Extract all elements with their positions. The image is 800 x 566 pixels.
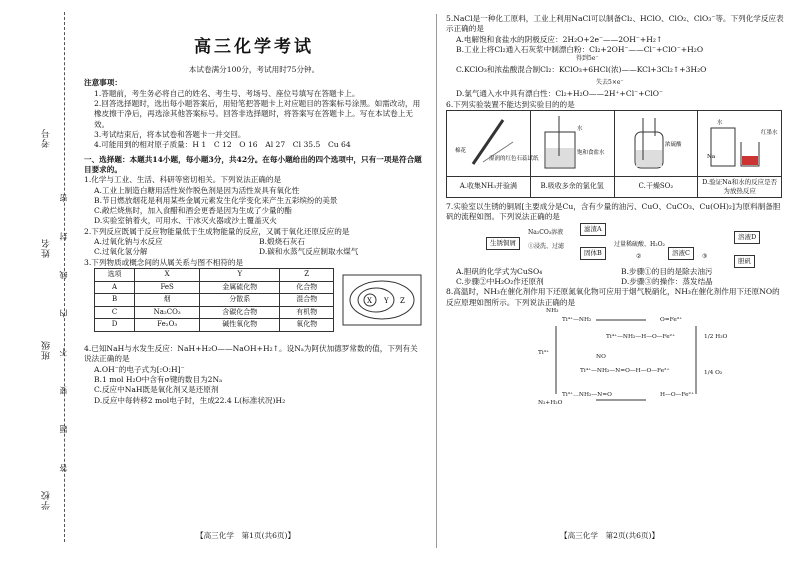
q3-header: X [135, 269, 200, 282]
q6-table [446, 110, 782, 198]
question-4: 4.已知NaH与水发生反应：NaH+H₂O——NaOH+H₂↑。设Nₐ为阿伏加德罗常数的值，下列有关说法正确的是 [84, 344, 418, 364]
cycle-ti3: Ti³⁺ [538, 349, 550, 356]
name-label: 姓名 [42, 238, 52, 258]
q4-option-b: B.1 mol H₂O中含有σ键的数目为2Nₐ [94, 374, 223, 384]
cycle-nh3: NH₃ [546, 307, 559, 314]
q5-option-a: A.电解饱和食盐水的阴极反应：2H₂O+2e⁻——2OH⁻+H₂↑ [456, 34, 663, 44]
cycle-water: 1/2 H₂O [704, 333, 728, 340]
flow-solid-b: 固体B [580, 247, 606, 260]
cycle-intermediate-1: Ti⁴⁺—NH₂—H—O—Fe²⁺ [606, 333, 676, 340]
section-heading: 一、选择题：本题共14小题，每小题3分，共42分。在每小题给出的四个选项中，只有一项是符合题目要求的。 [84, 154, 422, 174]
cycle-oxygen: 1/4 O₂ [704, 369, 723, 376]
notice-item: 4.可能用到的相对原子质量：H 1 C 12 O 16 Al 27 Cl 35.5 Cu 64 [94, 140, 351, 150]
q3-header: Y [200, 269, 280, 282]
q4-option-c: C.反应中NaH既是氧化剂又是还原剂 [94, 385, 219, 395]
flow-filtrate-a: 滤渣A [580, 223, 606, 236]
q6-apparatus-b [530, 110, 614, 177]
question-5: 5.NaCl是一种化工原料，工业上利用NaCl可以制备Cl₂、HClO、ClO₂、ClO₃⁻等。下列化学反应表示正确的是 [446, 14, 784, 34]
beaker-apparatus [537, 112, 607, 172]
q5-option-c: C.KClO₃和浓盐酸混合制Cl₂：KClO₃+6HCl(浓)——KCl+3Cl₂↑+3H₂O [456, 65, 707, 75]
cell: 分散系 [200, 294, 280, 307]
electron-gain: 得到5e⁻ [576, 55, 599, 63]
label-red-ink: 红墨水 [760, 129, 778, 136]
cycle-intermediate-3: Ti³⁺…NH₂—N=O [562, 391, 612, 398]
table-row [95, 319, 334, 332]
q6-option-d: D.验证Na和水的反应是否为放热反应 [698, 177, 782, 198]
cell: D [95, 319, 135, 332]
q3-table [94, 268, 334, 332]
cell: Fe₂O₃ [135, 319, 200, 332]
cell: 有机物 [280, 306, 334, 319]
cycle-products: N₂+H₂O [538, 399, 563, 406]
q7-options [446, 267, 786, 288]
cycle-ofe: O=Fe³⁺ [660, 316, 683, 323]
q3-block [84, 268, 424, 344]
notice-item: 1.答题前，考生务必将自己的姓名、考生号、考场号、座位号填写在答题卡上。 [94, 88, 360, 98]
cell: 含碳化合物 [200, 306, 280, 319]
school-label: 学校 [42, 490, 52, 510]
q6-apparatus-a [447, 110, 539, 177]
wash-bottle-apparatus [621, 112, 691, 172]
q6-option-b: B.吸收多余的氯化氢 [530, 177, 614, 198]
venn-diagram [342, 274, 422, 326]
flask-apparatus [705, 112, 778, 172]
flow-reagent-1: Na₂CO₃溶液 [528, 228, 564, 236]
q4-option-a: A.OH⁻的电子式为[:O:H]⁻ [94, 364, 185, 374]
table-row [95, 281, 334, 294]
q5-option-b: B.工业上将Cl₂通入石灰浆中制漂白粉：Cl₂+2OH⁻——Cl⁻+ClO⁻+H₂O [456, 44, 704, 54]
table-row [95, 306, 334, 319]
question-2: 2.下列反应既属于反应物能量低于生成物能量的反应，又属于氧化还原反应的是 [84, 226, 350, 236]
q5-option-d: D.氯气通入水中具有漂白性：Cl₂+H₂O——2H⁺+Cl⁻+ClO⁻ [456, 89, 663, 99]
q7-option-d: D.步骤③的操作：蒸发结晶 [621, 276, 713, 286]
q6-apparatus-c [614, 110, 698, 177]
notice-item: 2.回答选择题时，选出每小题答案后，用铅笔把答题卡上对应题目的答案标号涂黑。如需改动，用橡皮擦干净后，再选涂其他答案标号。回答非选择题时，将答案写在答题卡上。写在本试卷上无效。 [94, 99, 421, 129]
q6-apparatus-d [698, 110, 782, 177]
cell: 化合物 [280, 281, 334, 294]
q8-cycle-diagram [446, 308, 786, 406]
label-brine: 饱和食盐水 [577, 149, 605, 156]
question-7: 7.实验室以生锈的铜屑[主要成分是Cu，含有少量的油污、CuO、CuCO₃、Cu(OH)₂]为原料制备胆矾的流程如图。下列说法正确的是 [446, 202, 781, 222]
q3-header: Z [280, 269, 334, 282]
cell: 烟 [135, 294, 200, 307]
flow-step-1: ①浸洗、过滤 [528, 242, 565, 250]
exam-number-label: 考号 [42, 128, 52, 148]
notice-item: 3.考试结束后，将本试卷和答题卡一并交回。 [94, 129, 246, 139]
cell: Na₂CO₃ [135, 306, 200, 319]
cycle-no: NO [596, 353, 606, 360]
question-6: 6.下列实验装置不能达到实验目的的是 [446, 99, 575, 109]
table-row [95, 294, 334, 307]
q4-option-d: D.反应中每转移2 mol电子时，生成22.4 L(标准状况)H₂ [94, 395, 286, 405]
cycle-intermediate-2: Ti⁴⁺—NH₂—N=O—H—O—Fe²⁺ [580, 367, 670, 374]
label-water: 水 [577, 125, 583, 132]
q2-option-d: D.碳和水蒸气反应制取水煤气 [259, 247, 359, 257]
q1-option-c: C.敞烂烧焦时，加入食醋和酒会更香是因为生成了少量的酯 [94, 206, 292, 216]
cell: FeS [135, 281, 200, 294]
label-sulfuric-acid: 浓硫酸 [664, 141, 682, 148]
q2-options [84, 237, 424, 258]
cycle-ti-nh2: Ti⁴⁺—NH₂ [562, 316, 592, 323]
flow-step-2: ② [636, 252, 642, 260]
question-1: 1.化学与工业、生活、科研等密切相关。下列说法正确的是 [84, 175, 282, 185]
flow-solution-d: 溶液D [734, 231, 760, 244]
q2-option-a: A.过氧化钠与水反应 [94, 237, 163, 247]
seal-warning: 答 题 要 不 内 线 封 密 [59, 180, 68, 472]
venn-z: Z [400, 297, 405, 306]
label-cotton: 棉花 [455, 147, 467, 154]
q1-option-d: D.实验室钠着火，可用水、干冰灭火器或沙土覆盖灭火 [94, 216, 277, 226]
flow-product: 胆矾 [734, 255, 755, 268]
cell: B [95, 294, 135, 307]
q2-option-b: B.煅烧石灰石 [259, 237, 305, 247]
venn-frame [343, 275, 421, 325]
page-footer-right: 【高三化学 第2页(共6页)】 [560, 531, 660, 540]
question-8: 8.高温时，NH₃在催化剂作用下还原氮氧化物可应用于烟气脱硝化，NH₃在催化剂作用下还原NO的反应原理如图所示。下列说法正确的是 [446, 287, 780, 307]
venn-y: Y [384, 297, 389, 306]
q7-option-b: B.步骤①的目的是除去油污 [621, 266, 713, 276]
flow-step-3: ③ [702, 252, 708, 260]
cycle-arrows [446, 308, 786, 406]
cell: 碱性氧化物 [200, 319, 280, 332]
exam-title: 高三化学考试 [194, 37, 314, 57]
flow-solution-c: 溶液C [668, 247, 694, 260]
label-sodium: Na [706, 153, 715, 160]
q1-option-a: A.工业上制造白糖用活性炭作脱色剂是因为活性炭具有氧化性 [94, 185, 300, 195]
flow-reagent-2: 过量稀硫酸、H₂O₂ [614, 240, 665, 248]
cycle-hofe: H—O—Fe²⁺ [660, 391, 694, 398]
notice-title: 注意事项： [84, 78, 122, 88]
column-divider [436, 14, 437, 548]
right-column [446, 14, 786, 406]
q7-flowchart [446, 223, 786, 267]
left-column [84, 0, 424, 406]
cell: C [95, 306, 135, 319]
tube-apparatus [453, 112, 539, 172]
q7-option-c: C.步骤②中H₂O₂作还原剂 [456, 276, 544, 286]
q7-option-a: A.胆矾的化学式为CuSO₄ [456, 266, 543, 276]
q3-header: 选项 [95, 269, 135, 282]
q1-option-b: B.节日燃放烟花是利用某些金属元素发生化学变化来产生五彩缤纷的美景 [94, 195, 338, 205]
page-footer-left: 【高三化学 第1页(共6页)】 [196, 531, 296, 540]
q5-option-c-block [446, 55, 786, 89]
cell: 氧化物 [280, 319, 334, 332]
label-litmus: 湿润的红色石蕊试纸 [489, 155, 539, 162]
venn-x: X [367, 297, 372, 306]
exam-intro: 本试卷满分100分，考试用时75分钟。 [188, 65, 320, 75]
label-water-d: 水 [716, 119, 723, 126]
electron-loss: 失去5×e⁻ [596, 79, 624, 87]
q6-option-a: A.收集NH₃并验满 [447, 177, 531, 198]
cell: 金属硫化物 [200, 281, 280, 294]
binding-margin [0, 0, 80, 566]
cell: A [95, 281, 135, 294]
question-3: 3.下列物质或概念间的从属关系与图不相符的是 [84, 257, 244, 267]
cell: 混合物 [280, 294, 334, 307]
flow-start: 生锈铜屑 [486, 237, 520, 250]
class-label: 班级 [42, 340, 52, 360]
q2-option-c: C.过氧化氢分解 [94, 247, 148, 257]
q6-option-c: C.干燥SO₂ [614, 177, 698, 198]
